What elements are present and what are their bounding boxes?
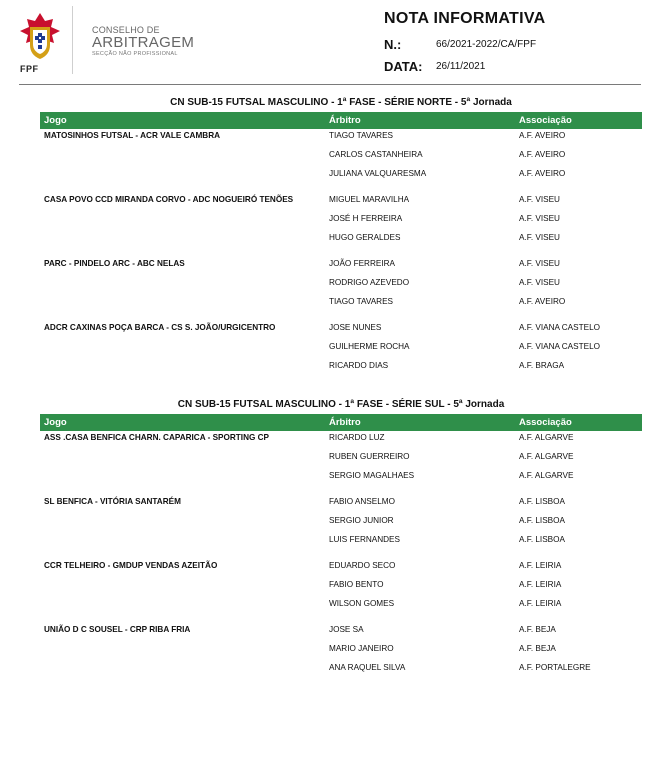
referee-name: FABIO BENTO <box>329 580 384 589</box>
association-name: A.F. LEIRIA <box>519 580 562 589</box>
referee-name: TIAGO TAVARES <box>329 297 393 306</box>
section-title: CN SUB-15 FUTSAL MASCULINO - 1ª FASE - SÉRIE SUL - 5ª Jornada <box>177 399 505 410</box>
table-row <box>40 167 642 186</box>
date-value: 26/11/2021 <box>436 61 486 72</box>
table-row <box>40 340 642 359</box>
org-line-2: ARBITRAGEM <box>92 34 195 51</box>
referee-name: RICARDO LUZ <box>329 433 385 442</box>
table-row <box>40 469 642 488</box>
column-header-association: Associação <box>519 417 572 428</box>
document-title: NOTA INFORMATIVA <box>384 10 546 27</box>
table-row <box>40 295 642 314</box>
match-name: ADCR CAXINAS POÇA BARCA - CS S. JOÃO/URGICENTRO <box>44 323 276 332</box>
org-line-1: CONSELHO DE <box>92 25 160 35</box>
match-name: MATOSINHOS FUTSAL - ACR VALE CAMBRA <box>44 131 221 140</box>
table-row <box>40 129 642 148</box>
referee-name: SERGIO MAGALHAES <box>329 471 415 480</box>
game-spacer <box>40 488 642 495</box>
association-name: A.F. VIANA CASTELO <box>519 342 600 351</box>
association-name: A.F. VISEU <box>519 233 560 242</box>
referee-name: LUIS FERNANDES <box>329 535 400 544</box>
referee-name: RUBEN GUERREIRO <box>329 452 410 461</box>
referee-name: ANA RAQUEL SILVA <box>329 663 406 672</box>
table-row <box>40 321 642 340</box>
header-rule <box>19 84 641 85</box>
referee-name: GUILHERME ROCHA <box>329 342 410 351</box>
match-name: CASA POVO CCD MIRANDA CORVO - ADC NOGUEIRÓ TENÕES <box>44 195 294 204</box>
table-row <box>40 533 642 552</box>
number-value: 66/2021-2022/CA/FPF <box>436 39 537 50</box>
table-row <box>40 661 642 680</box>
association-name: A.F. PORTALEGRE <box>519 663 591 672</box>
referee-name: RODRIGO AZEVEDO <box>329 278 410 287</box>
table-row <box>40 450 642 469</box>
table-row <box>40 431 642 450</box>
table-row <box>40 359 642 378</box>
game-spacer <box>40 552 642 559</box>
table-header <box>40 112 642 129</box>
table-header <box>40 414 642 431</box>
game-spacer <box>40 314 642 321</box>
table-row <box>40 193 642 212</box>
referee-name: JULIANA VALQUARESMA <box>329 169 427 178</box>
referee-name: EDUARDO SECO <box>329 561 396 570</box>
association-name: A.F. BRAGA <box>519 361 565 370</box>
association-name: A.F. LISBOA <box>519 516 565 525</box>
referee-name: JOÃO FERREIRA <box>329 259 395 268</box>
referee-name: RICARDO DIAS <box>329 361 389 370</box>
column-header-association: Associação <box>519 115 572 126</box>
referee-name: CARLOS CASTANHEIRA <box>329 150 423 159</box>
referee-name: MARIO JANEIRO <box>329 644 394 653</box>
game-spacer <box>40 616 642 623</box>
referee-name: MIGUEL MARAVILHA <box>329 195 410 204</box>
table-row <box>40 514 642 533</box>
table-row <box>40 578 642 597</box>
match-name: PARC - PINDELO ARC - ABC NELAS <box>44 259 185 268</box>
association-name: A.F. BEJA <box>519 644 556 653</box>
section-title: CN SUB-15 FUTSAL MASCULINO - 1ª FASE - SÉRIE NORTE - 5ª Jornada <box>170 97 512 108</box>
association-name: A.F. VISEU <box>519 214 560 223</box>
table-row <box>40 276 642 295</box>
referee-name: SERGIO JUNIOR <box>329 516 394 525</box>
referee-name: HUGO GERALDES <box>329 233 401 242</box>
match-name: CCR TELHEIRO - GMDUP VENDAS AZEITÃO <box>44 561 218 570</box>
match-name: UNIÃO D C SOUSEL - CRP RIBA FRIA <box>44 625 191 634</box>
header-divider <box>72 6 73 74</box>
table-row <box>40 495 642 514</box>
date-label: DATA: <box>384 59 423 74</box>
column-header-referee: Árbitro <box>329 417 361 428</box>
association-name: A.F. VISEU <box>519 278 560 287</box>
association-name: A.F. VISEU <box>519 259 560 268</box>
association-name: A.F. AVEIRO <box>519 131 566 140</box>
association-name: A.F. AVEIRO <box>519 150 566 159</box>
schedule-section <box>40 398 642 680</box>
association-name: A.F. VIANA CASTELO <box>519 323 600 332</box>
match-name: ASS .CASA BENFICA CHARN. CAPARICA - SPORTING CP <box>44 433 270 442</box>
game-spacer <box>40 250 642 257</box>
referee-name: TIAGO TAVARES <box>329 131 393 140</box>
association-name: A.F. LEIRIA <box>519 599 562 608</box>
referee-name: JOSE SA <box>329 625 364 634</box>
table-row <box>40 257 642 276</box>
org-line-3: SECÇÃO NÃO PROFISSIONAL <box>92 51 178 57</box>
table-row <box>40 148 642 167</box>
table-row <box>40 597 642 616</box>
column-header-referee: Árbitro <box>329 115 361 126</box>
schedule-section <box>40 96 642 378</box>
table-row <box>40 212 642 231</box>
match-name: SL BENFICA - VITÓRIA SANTARÉM <box>44 497 181 506</box>
association-name: A.F. LISBOA <box>519 535 565 544</box>
association-name: A.F. VISEU <box>519 195 560 204</box>
table-row <box>40 559 642 578</box>
association-name: A.F. ALGARVE <box>519 471 574 480</box>
association-name: A.F. LEIRIA <box>519 561 562 570</box>
referee-name: FABIO ANSELMO <box>329 497 395 506</box>
referee-name: JOSE NUNES <box>329 323 382 332</box>
column-header-game: Jogo <box>44 417 67 428</box>
referee-name: JOSÉ H FERREIRA <box>329 214 403 223</box>
referee-name: WILSON GOMES <box>329 599 395 608</box>
association-name: A.F. LISBOA <box>519 497 565 506</box>
table-row <box>40 231 642 250</box>
brand-label: FPF <box>20 64 39 74</box>
game-spacer <box>40 186 642 193</box>
number-label: N.: <box>384 37 402 52</box>
column-header-game: Jogo <box>44 115 67 126</box>
association-name: A.F. ALGARVE <box>519 433 574 442</box>
table-row <box>40 642 642 661</box>
association-name: A.F. ALGARVE <box>519 452 574 461</box>
association-name: A.F. BEJA <box>519 625 556 634</box>
table-row <box>40 623 642 642</box>
association-name: A.F. AVEIRO <box>519 297 566 306</box>
association-name: A.F. AVEIRO <box>519 169 566 178</box>
